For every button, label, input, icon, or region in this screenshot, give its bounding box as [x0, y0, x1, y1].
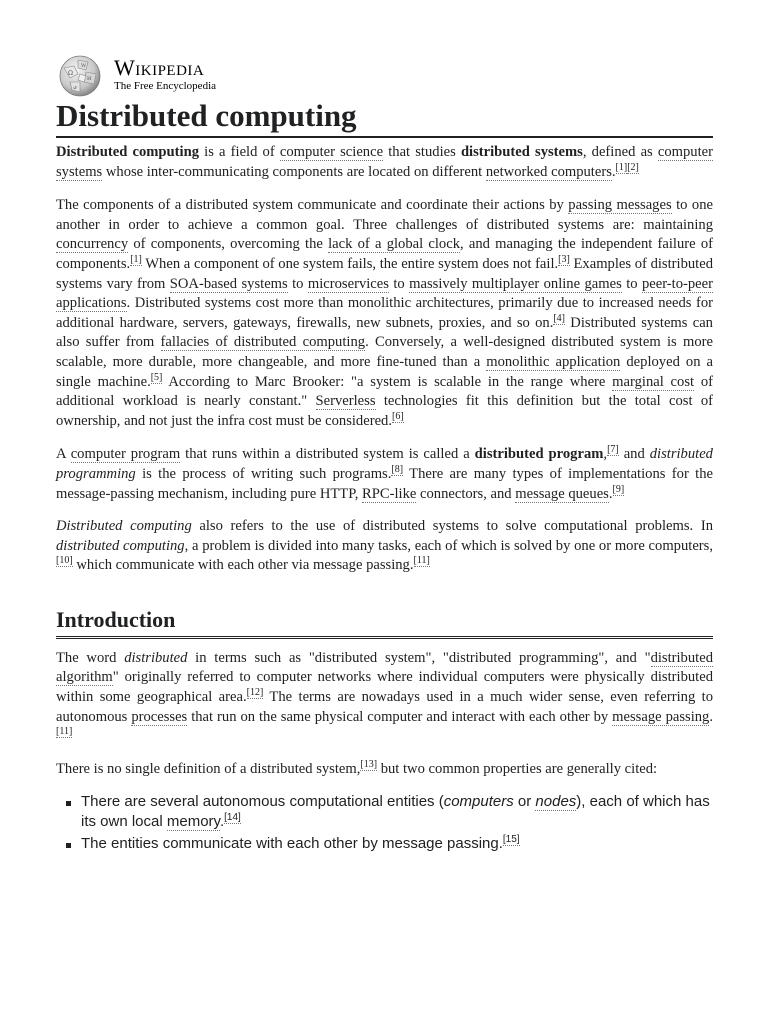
link-message-passing[interactable]: message passing: [612, 708, 710, 725]
text: A: [56, 446, 71, 463]
link-mmog[interactable]: massively multiplayer online games: [409, 275, 622, 292]
text: ), each of which has its own local: [81, 793, 710, 831]
text: , defined as: [582, 144, 658, 160]
list-item: [81, 834, 713, 854]
link-marginal-cost[interactable]: marginal cost: [612, 373, 695, 390]
citation-link[interactable]: [13]: [360, 758, 378, 770]
property-list: [56, 792, 713, 854]
article-body: [56, 140, 713, 856]
italic-term: distributed computing: [56, 537, 185, 554]
link-peer-to-peer[interactable]: peer-to-peer applications: [56, 275, 713, 312]
text: The terms are nowadays used in a much wider sense, even referring to autonomous: [56, 689, 713, 725]
text: and: [618, 446, 650, 463]
text: which communicate with each other via message passing.: [72, 557, 414, 574]
link-processes[interactable]: processes: [131, 708, 188, 725]
link-soa-based-systems[interactable]: SOA-based systems: [169, 275, 288, 292]
text: Examples of distributed systems vary from: [56, 255, 713, 292]
wordmark-tagline: The Free Encyclopedia: [114, 80, 217, 92]
lead-paragraph-4: [56, 517, 713, 576]
citation-link[interactable]: [15]: [502, 834, 520, 846]
site-header: [56, 54, 456, 98]
text: When a component of one system fails, the entire system does not fail.: [141, 255, 559, 272]
citation-link[interactable]: [1]: [615, 161, 628, 173]
link-microservices[interactable]: microservices: [307, 275, 389, 292]
text: is a field of: [199, 144, 280, 160]
text: .: [219, 813, 225, 831]
text: The word: [56, 649, 125, 666]
text: or: [513, 793, 536, 811]
link-passing-messages[interactable]: passing messages: [568, 197, 672, 214]
link-computer-systems[interactable]: computer systems: [56, 144, 713, 180]
svg-text:И: И: [87, 76, 92, 82]
text: that runs within a distributed system is called a: [180, 446, 475, 463]
text: is the process of writing such programs.: [135, 465, 392, 482]
text: There is no single definition of a distributed system,: [56, 760, 361, 777]
text: . Conversely, a well-designed distributed system is more scalable, more durable, more changeable, and more fine-tuned than a: [56, 334, 713, 370]
citation-link[interactable]: [6]: [392, 410, 404, 422]
lead-paragraph-3: [56, 445, 713, 504]
text: According to Marc Brooker: "a system is scalable in the range where: [162, 373, 613, 390]
italic-term: Distributed computing: [56, 518, 192, 535]
citation-link[interactable]: [14]: [224, 812, 241, 824]
text: of additional workload is nearly constant.": [56, 373, 713, 410]
text: to: [388, 275, 410, 292]
svg-text:W: W: [81, 63, 87, 69]
link-computer-program[interactable]: computer program: [70, 446, 181, 463]
wikipedia-wordmark[interactable]: [114, 56, 216, 93]
text: but two common properties are generally cited:: [377, 760, 658, 777]
text: .: [611, 163, 616, 180]
link-computer-science[interactable]: computer science: [279, 144, 384, 160]
svg-text:ي: ي: [73, 84, 77, 90]
link-concurrency[interactable]: concurrency: [56, 236, 129, 253]
text: The entities communicate with each other by message passing.: [81, 835, 503, 853]
page-title: Distributed computing: [56, 96, 713, 138]
intro-paragraph-2: [56, 760, 713, 780]
bold-term: Distributed computing: [56, 144, 199, 160]
text: to: [287, 275, 308, 292]
wordmark-text: Wikipedia: [114, 55, 205, 80]
text: There are many types of implementations for the message-passing mechanism, including pure HTTP,: [56, 465, 713, 502]
link-memory[interactable]: memory: [166, 813, 220, 831]
citation-link[interactable]: [12]: [246, 687, 264, 699]
text: technologies fit this definition but the total cost of ownership, and not just the infra cost must be considered.: [56, 393, 713, 429]
text: , a problem is divided into many tasks, each of which is solved by one or more computers,: [184, 537, 713, 554]
text: connectors, and: [416, 485, 516, 502]
text: , and managing the independent failure of components.: [56, 236, 713, 272]
italic-term: distributed: [124, 649, 188, 666]
text: Distributed systems can also suffer from: [56, 314, 713, 351]
citation-link[interactable]: [4]: [553, 312, 566, 324]
citation-link[interactable]: [2]: [627, 161, 639, 173]
text: of components, overcoming the: [128, 236, 329, 253]
link-fallacies[interactable]: fallacies of distributed computing: [160, 334, 366, 351]
text: to: [621, 275, 642, 292]
text: also refers to the use of distributed systems to solve computational problems. In: [191, 518, 713, 535]
text: . Distributed systems cost more than monolithic architectures, primarily due to increased needs for additional hardware, servers, gateways, firewalls, new subnets, proxies, and so on.: [56, 295, 713, 331]
text: " originally referred to computer networks where individual computers were physically distributed within some geographical area.: [56, 669, 713, 706]
link-nodes[interactable]: nodes: [535, 793, 577, 811]
text: whose inter-communicating components are located on different: [102, 163, 486, 180]
citation-link[interactable]: [3]: [558, 254, 570, 266]
link-message-queues[interactable]: message queues: [515, 485, 609, 502]
lead-paragraph-1: [56, 143, 713, 182]
text: in terms such as "distributed system", "distributed programming", and ": [187, 649, 651, 666]
svg-text:Ω: Ω: [68, 70, 73, 77]
lead-paragraph-2: [56, 196, 713, 431]
citation-link[interactable]: [10]: [56, 555, 73, 567]
citation-link[interactable]: [5]: [150, 371, 163, 383]
citation-link[interactable]: [1]: [130, 254, 142, 266]
section-heading-introduction: Introduction: [56, 606, 713, 639]
citation-link[interactable]: [9]: [612, 483, 625, 495]
italic-term: computers: [443, 793, 514, 811]
citation-link[interactable]: [11]: [56, 726, 73, 738]
text: to one another in order to achieve a common goal. Three challenges of distributed systems are: maintaining: [56, 197, 713, 233]
text: that run on the same physical computer and interact with each other by: [187, 708, 613, 725]
text: that studies: [383, 144, 461, 160]
citation-link[interactable]: [7]: [607, 444, 619, 456]
text: There are several autonomous computational entities (: [81, 793, 444, 811]
intro-paragraph-1: [56, 649, 713, 747]
text: deployed on a single machine.: [56, 353, 713, 390]
citation-link[interactable]: [11]: [413, 555, 430, 567]
link-lack-of-global-clock[interactable]: lack of a global clock: [328, 236, 460, 253]
italic-term: distributed programming: [56, 446, 713, 482]
link-rpc-like[interactable]: RPC-like: [362, 485, 417, 502]
text: .: [608, 485, 613, 502]
link-distributed-algorithm[interactable]: distributed algorithm: [56, 649, 713, 686]
wikipedia-globe-icon[interactable]: [56, 54, 104, 98]
citation-link[interactable]: [8]: [391, 464, 404, 476]
link-monolithic-application[interactable]: monolithic application: [486, 353, 621, 370]
bold-term: distributed systems: [460, 144, 583, 160]
list-item: [81, 792, 713, 832]
link-networked-computers[interactable]: networked computers: [485, 163, 612, 180]
text: ,: [603, 446, 608, 463]
link-serverless[interactable]: Serverless: [315, 393, 376, 410]
bold-term: distributed program: [474, 446, 604, 463]
text: The components of a distributed system communicate and coordinate their actions by: [56, 197, 569, 214]
text: .: [709, 708, 714, 725]
